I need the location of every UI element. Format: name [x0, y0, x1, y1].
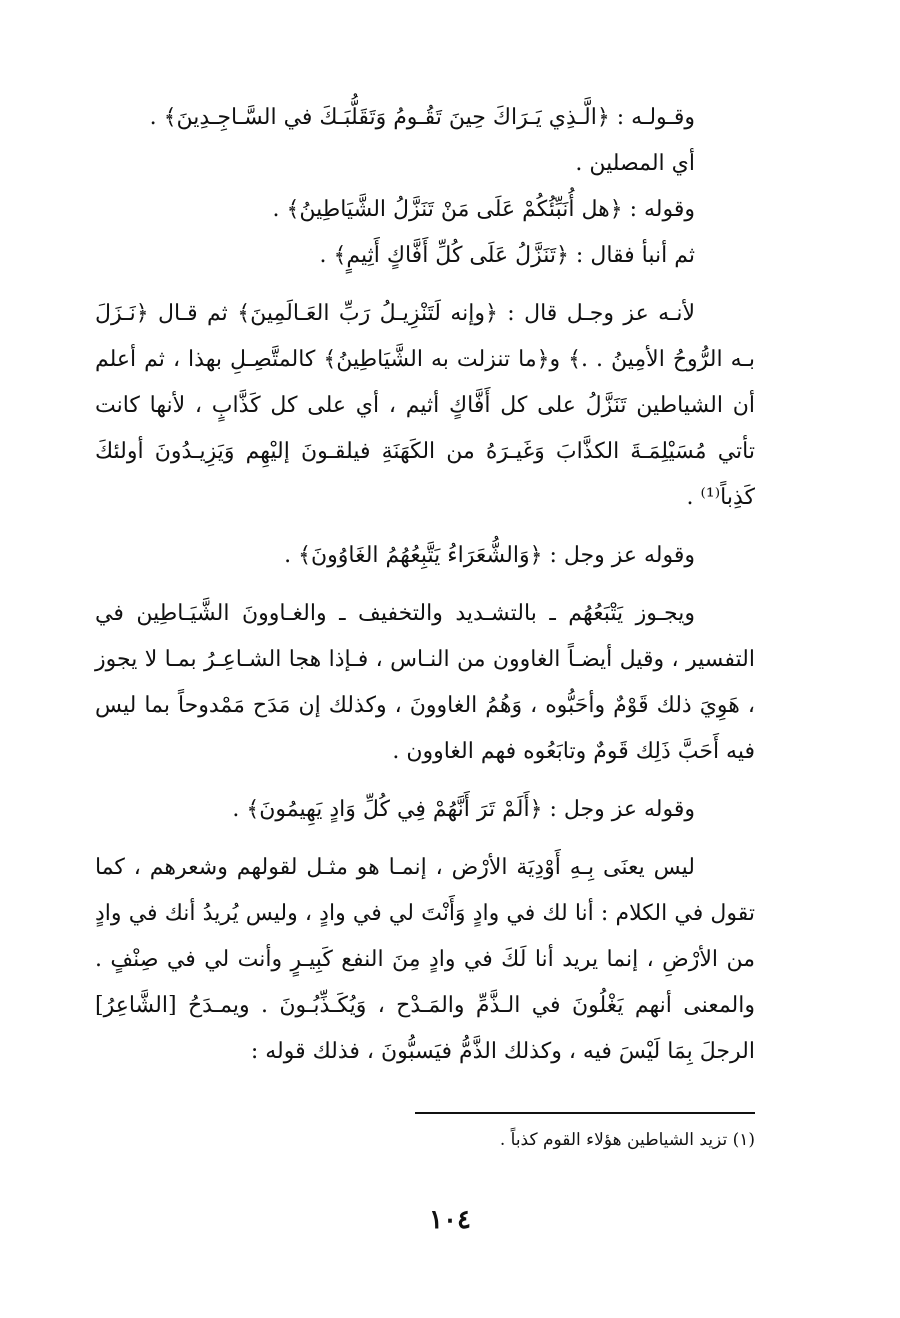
footnote: (١) تزيد الشياطين هؤلاء القوم كذباً .	[499, 1130, 755, 1150]
paragraph-musallin: أي المصلين .	[575, 151, 695, 176]
paragraph-verse-affak: ثم أنبأ فقال : ﴿تَنَزَّلُ عَلَى كُلِّ أَفَّاكٍ أَثِيمٍ﴾ .	[319, 243, 695, 268]
paragraph-verse-shuara: وقوله عز وجل : ﴿وَالشُّعَرَاءُ يَتَّبِعُهُمُ الغَاوُونَ﴾ .	[284, 543, 695, 568]
paragraph-wad-explanation: ليس يعنَى بِـهِ أَوْدِيَة الأرْض ، إنمـا هو مثـل لقولهم وشعرهم ، كما تقول في الكلام : أنا لك في وادٍ وَأَنْتَ لي في وادٍ ، وليس يُريدُ أنك في وادٍ من الأرْضِ ، إنما يريد أنا لَكَ في وادٍ مِنَ النفع كَبِيـرٍ وأنت لي في صِنْفٍ . والمعنى أنهم يَغْلُونَ في الـذَّمِّ والمَـدْح ، وَيُكَـذِّبُـونَ . ويمـدَحُ [الشَّاعِرُ] الرجلَ بِمَا لَيْسَ فيه ، وكذلك الذَّمُّ فيَسبُّونَ ، فذلك قوله :	[95, 855, 755, 1064]
paragraph-tanzil-explanation: لأنـه عز وجـل قال : ﴿وإنه لَتَنْزِيـلُ رَبِّ العَـالَمِينَ﴾ ثم قـال ﴿نَـزَلَ بـه الرُّوحُ الأمِينُ . .﴾ و﴿ما تنزلت به الشَّيَاطِينُ﴾ كالمتَّصِـلِ بهذا ، ثم أعلم أن الشياطين تَنَزَّلُ على كل أَفَّاكٍ أثيم ، أي على كل كَذَّابٍ ، لأنها كانت تأتي مُسَيْلِمَـةَ الكذَّابَ وَغَيـرَهُ من الكَهَنَةِ فيلقـونَ إليْهِم وَيَزِيـدُونَ أولئكَ كَذِباً⁽¹⁾ .	[95, 301, 755, 510]
paragraph-verse-wad: وقوله عز وجل : ﴿أَلَمْ تَرَ أَنَّهُمْ فِي كُلِّ وَادٍ يَهِيمُونَ﴾ .	[232, 797, 695, 822]
main-text	[95, 95, 755, 1075]
page-number: ١٠٤	[429, 1205, 471, 1235]
paragraph-verse-shayatin: وقوله : ﴿هل أُنَبِّئُكُمْ عَلَى مَنْ تَنَزَّلُ الشَّيَاطِينُ﴾ .	[272, 197, 695, 222]
footnote-separator	[415, 1112, 755, 1114]
paragraph-verse-sajidin: وقـولـه : ﴿الَّـذِي يَـرَاكَ حِينَ تَقُـومُ وَتَقَلُّبَـكَ في السَّـاجِـدِينَ﴾ .	[149, 105, 695, 130]
paragraph-ghawun-explanation: ويجـوز يَتْبَعُهُم ـ بالتشـديد والتخفيف ـ والغـاوونَ الشَّيَـاطِين في التفسير ، وقيل أيضـاً الغاوون من النـاس ، فـإذا هجا الشـاعِـرُ بمـا لا يجوز ، هَوِيَ ذلك قَوْمٌ وأحَبُّوه ، وَهُمُ الغاوونَ ، وكذلك إن مَدَح مَمْدوحاً بما ليس فيه أَحَبَّ ذَلِك قَومٌ وتابَعُوه فهم الغاوون .	[95, 601, 755, 764]
